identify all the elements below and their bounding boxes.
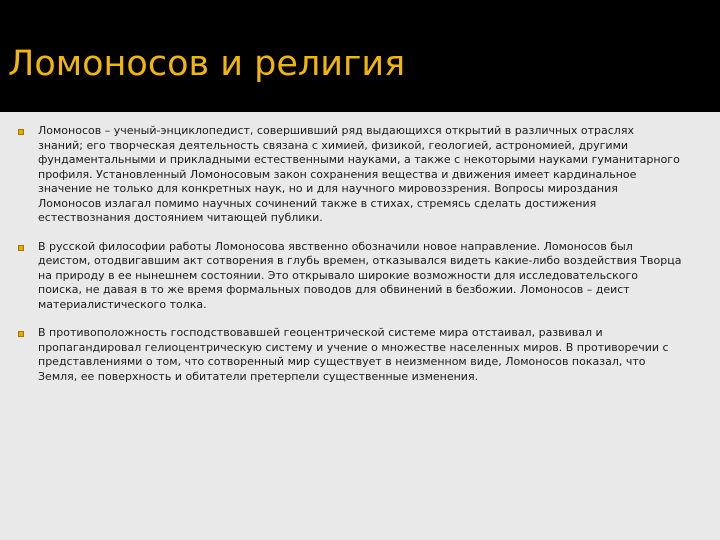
bullet-item [18, 124, 682, 226]
bullet-text: В противоположность господствовавшей геоцентрической системе мира отстаивал, развивал и пропагандировал гелиоцентрическую систему и учение о множестве населенных миров. В противоречии с представлениями о том, что сотворенный мир существует в неизменном виде, Ломоносов показал, что Земля, ее поверхность и обитатели претерпели существенные изменения. [38, 326, 669, 383]
title-band [0, 0, 720, 112]
square-bullet-icon [18, 331, 24, 337]
bullet-item [18, 240, 682, 313]
square-bullet-icon [18, 129, 24, 135]
slide-title: Ломоносов и религия [8, 44, 406, 84]
bullet-text: В русской философии работы Ломоносова явственно обозначили новое направление. Ломоносов был деистом, отодвигавшим акт сотворения в глубь времен, отказывался видеть какие-либо воздействия Творца на природу в ее нынешнем состоянии. Это открывало широкие возможности для исследовательского поиска, не давая в то же время формальных поводов для обвинений в безбожии. Ломоносов – деист материалистического толка. [38, 239, 682, 311]
bullet-text: Ломоносов – ученый-энциклопедист, совершивший ряд выдающихся открытий в различных отраслях знаний; его творческая деятельность связана с химией, физикой, геологией, астрономией, другими фундаментальными и прикладными естественными науками, а также с некоторыми науками гуманитарного профиля. Установленный Ломоносовым закон сохранения вещества и движения имеет кардинальное значение не только для конкретных наук, но и для научного мировоззрения. Вопросы мироздания Ломоносов излагал помимо научных сочинений также в стихах, стремясь сделать достижения естествознания достоянием читающей публики. [38, 124, 680, 224]
bullet-list [18, 124, 682, 398]
square-bullet-icon [18, 245, 24, 251]
bullet-item [18, 326, 682, 384]
